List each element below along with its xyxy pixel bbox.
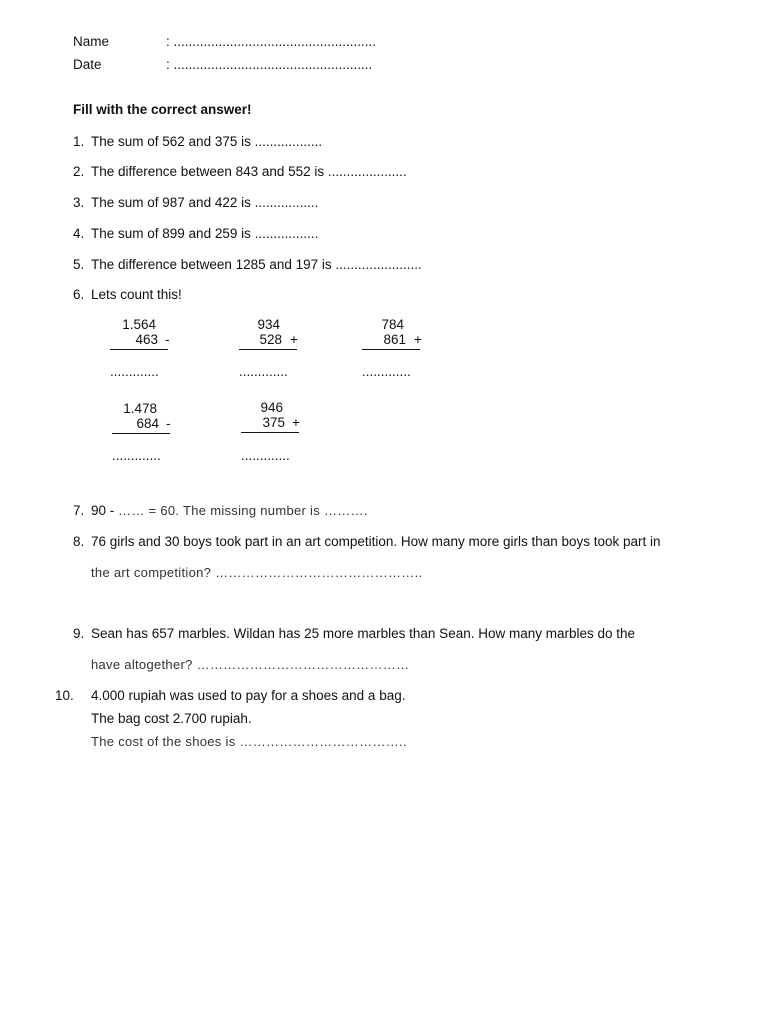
question-7-text-end: …… = 60. The missing number is ………. [118, 503, 368, 518]
question-3-text: The sum of 987 and 422 is ................. [91, 195, 319, 210]
sum-bottom-number: 375 [262, 415, 285, 430]
question-5-text: The difference between 1285 and 197 is ....................... [91, 257, 422, 272]
question-10-line-1: 4.000 rupiah was used to pay for a shoes and a bag. [91, 688, 406, 703]
sum-rule [362, 349, 420, 350]
sum-answer-blank[interactable]: ............. [110, 364, 159, 379]
minus-operator: - [165, 332, 170, 347]
sum-rule [239, 349, 297, 350]
question-9-line-2: have altogether? ………………………………………… [91, 657, 410, 672]
question-1-number: 1. [73, 134, 85, 149]
date-field[interactable]: : ..................................................... [166, 57, 373, 72]
question-2-text: The difference between 843 and 552 is ..................... [91, 164, 407, 179]
sum-rule [112, 433, 170, 434]
question-8-number: 8. [73, 534, 85, 549]
instruction-heading: Fill with the correct answer! [73, 102, 252, 117]
question-9-number: 9. [73, 626, 85, 641]
question-5-number: 5. [73, 257, 85, 272]
name-label: Name [73, 34, 110, 49]
sum-top-number: 934 [257, 317, 280, 332]
question-9-line-1: Sean has 657 marbles. Wildan has 25 more marbles than Sean. How many marbles do the [91, 626, 636, 641]
plus-operator: + [414, 332, 422, 347]
sum-top-number: 1.564 [122, 317, 156, 332]
question-6-text: Lets count this! [91, 287, 182, 302]
question-10-number: 10. [55, 688, 74, 703]
plus-operator: + [290, 332, 298, 347]
sum-bottom-number: 684 [136, 416, 159, 431]
question-4-number: 4. [73, 226, 85, 241]
sum-bottom-number: 528 [259, 332, 282, 347]
sum-rule [110, 349, 168, 350]
sum-answer-blank[interactable]: ............. [112, 448, 161, 463]
question-6-number: 6. [73, 287, 85, 302]
plus-operator: + [292, 415, 300, 430]
name-field[interactable]: : ...................................................... [166, 34, 377, 49]
sum-bottom-number: 861 [383, 332, 406, 347]
sum-rule [241, 432, 299, 433]
sum-top-number: 946 [260, 400, 283, 415]
sum-bottom-number: 463 [135, 332, 158, 347]
sum-answer-blank[interactable]: ............. [239, 364, 288, 379]
question-10-line-2: The bag cost 2.700 rupiah. [91, 711, 252, 726]
question-1-text: The sum of 562 and 375 is .................. [91, 134, 323, 149]
date-label: Date [73, 57, 102, 72]
sum-top-number: 784 [381, 317, 404, 332]
question-7-text [91, 503, 368, 518]
minus-operator: - [166, 416, 171, 431]
question-2-number: 2. [73, 164, 85, 179]
question-8-line-2: the art competition? ……………………………………….. [91, 565, 423, 580]
question-4-text: The sum of 899 and 259 is ................. [91, 226, 319, 241]
sum-top-number: 1.478 [123, 401, 157, 416]
question-7-text-start: 90 - [91, 503, 119, 518]
question-7-number: 7. [73, 503, 85, 518]
question-3-number: 3. [73, 195, 85, 210]
question-8-line-1: 76 girls and 30 boys took part in an art competition. How many more girls than boys took part in [91, 534, 661, 549]
sum-answer-blank[interactable]: ............. [241, 448, 290, 463]
question-10-line-3: The cost of the shoes is ……………………………….. [91, 734, 407, 749]
sum-answer-blank[interactable]: ............. [362, 364, 411, 379]
